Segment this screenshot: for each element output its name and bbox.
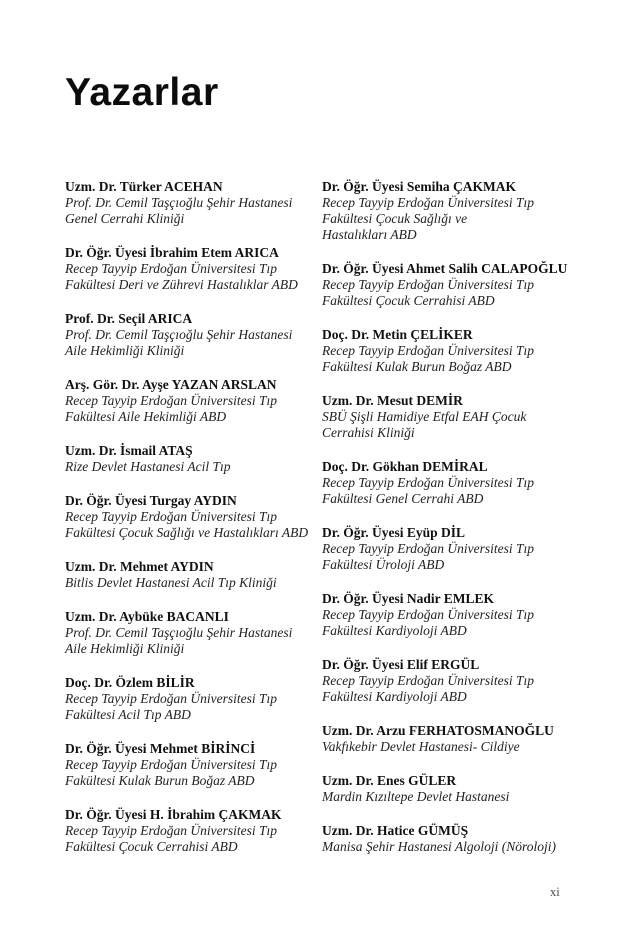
- affiliation-line: Prof. Dr. Cemil Taşçıoğlu Şehir Hastanesi: [65, 625, 293, 640]
- author-name: Uzm. Dr. Mesut DEMİR: [322, 393, 463, 408]
- affiliation-line: Fakültesi Aile Hekimliği ABD: [65, 409, 227, 424]
- affiliation-line: Recep Tayyip Erdoğan Üniversitesi Tıp: [322, 541, 534, 556]
- author-name: Dr. Öğr. Üyesi Nadir EMLEK: [322, 591, 495, 606]
- authors-column-right: [322, 179, 592, 855]
- author-entry: [322, 525, 592, 573]
- affiliation-line: Bitlis Devlet Hastanesi Acil Tıp Kliniği: [65, 575, 277, 590]
- affiliation-line: Cerrahisi Kliniği: [322, 425, 415, 440]
- affiliation-line: Recep Tayyip Erdoğan Üniversitesi Tıp: [322, 343, 534, 358]
- author-name: Doç. Dr. Özlem BİLİR: [65, 675, 195, 690]
- affiliation-line: Hastalıkları ABD: [322, 227, 417, 242]
- affiliation-line: Genel Cerrahi Kliniği: [65, 211, 185, 226]
- affiliation-line: Fakültesi Acil Tıp ABD: [65, 707, 191, 722]
- author-entry: [322, 459, 592, 507]
- author-entry: [65, 179, 322, 227]
- author-name: Dr. Öğr. Üyesi Semiha ÇAKMAK: [322, 179, 516, 194]
- affiliation-line: Fakültesi Çocuk Sağlığı ve Hastalıkları ABD: [65, 525, 309, 540]
- author-entry: [322, 393, 592, 441]
- affiliation-line: Recep Tayyip Erdoğan Üniversitesi Tıp: [65, 393, 277, 408]
- affiliation-line: Fakültesi Çocuk Cerrahisi ABD: [322, 293, 495, 308]
- affiliation-line: Mardin Kızıltepe Devlet Hastanesi: [322, 789, 510, 804]
- author-entry: [322, 179, 592, 243]
- author-entry: [322, 823, 592, 855]
- author-name: Doç. Dr. Metin ÇELİKER: [322, 327, 473, 342]
- author-name: Dr. Öğr. Üyesi Eyüp DİL: [322, 525, 466, 540]
- affiliation-line: Prof. Dr. Cemil Taşçıoğlu Şehir Hastanesi: [65, 195, 293, 210]
- affiliation-line: Fakültesi Çocuk Sağlığı ve: [322, 211, 468, 226]
- affiliation-line: Recep Tayyip Erdoğan Üniversitesi Tıp: [322, 195, 534, 210]
- affiliation-line: Recep Tayyip Erdoğan Üniversitesi Tıp: [65, 691, 277, 706]
- affiliation-line: Prof. Dr. Cemil Taşçıoğlu Şehir Hastanesi: [65, 327, 293, 342]
- authors-columns: [65, 179, 592, 855]
- affiliation-line: Fakültesi Kulak Burun Boğaz ABD: [65, 773, 255, 788]
- author-entry: [65, 493, 322, 541]
- author-entry: [322, 773, 592, 805]
- affiliation-line: Aile Hekimliği Kliniği: [65, 343, 185, 358]
- page-title: Yazarlar: [65, 71, 219, 114]
- affiliation-line: Fakültesi Kulak Burun Boğaz ABD: [322, 359, 512, 374]
- affiliation-line: Fakültesi Genel Cerrahi ABD: [322, 491, 484, 506]
- author-name: Dr. Öğr. Üyesi Mehmet BİRİNCİ: [65, 741, 256, 756]
- author-entry: [322, 657, 592, 705]
- author-entry: [65, 443, 322, 475]
- affiliation-line: Recep Tayyip Erdoğan Üniversitesi Tıp: [65, 823, 277, 838]
- author-name: Dr. Öğr. Üyesi Turgay AYDIN: [65, 493, 237, 508]
- affiliation-line: Recep Tayyip Erdoğan Üniversitesi Tıp: [322, 475, 534, 490]
- affiliation-line: Fakültesi Kardiyoloji ABD: [322, 689, 467, 704]
- author-name: Prof. Dr. Seçil ARICA: [65, 311, 193, 326]
- affiliation-line: Recep Tayyip Erdoğan Üniversitesi Tıp: [322, 277, 534, 292]
- author-entry: [65, 311, 322, 359]
- author-entry: [322, 723, 592, 755]
- author-entry: [322, 261, 592, 309]
- author-name: Uzm. Dr. Arzu FERHATOSMANOĞLU: [322, 723, 554, 738]
- affiliation-line: Recep Tayyip Erdoğan Üniversitesi Tıp: [65, 757, 277, 772]
- authors-column-left: [65, 179, 322, 855]
- affiliation-line: Fakültesi Kardiyoloji ABD: [322, 623, 467, 638]
- author-name: Dr. Öğr. Üyesi H. İbrahim ÇAKMAK: [65, 807, 282, 822]
- affiliation-line: Aile Hekimliği Kliniği: [65, 641, 185, 656]
- author-name: Uzm. Dr. Hatice GÜMÜŞ: [322, 823, 469, 838]
- author-name: Uzm. Dr. Aybüke BACANLI: [65, 609, 229, 624]
- author-name: Uzm. Dr. Türker ACEHAN: [65, 179, 223, 194]
- author-name: Doç. Dr. Gökhan DEMİRAL: [322, 459, 488, 474]
- author-name: Uzm. Dr. İsmail ATAŞ: [65, 443, 193, 458]
- affiliation-line: Fakültesi Çocuk Cerrahisi ABD: [65, 839, 238, 854]
- affiliation-line: Manisa Şehir Hastanesi Algoloji (Nöroloji): [322, 839, 557, 854]
- author-entry: [65, 675, 322, 723]
- author-name: Uzm. Dr. Enes GÜLER: [322, 773, 457, 788]
- author-name: Dr. Öğr. Üyesi Ahmet Salih CALAPOĞLU: [322, 261, 568, 276]
- page-number: xi: [550, 885, 560, 899]
- author-entry: [65, 245, 322, 293]
- author-entry: [65, 741, 322, 789]
- affiliation-line: Fakültesi Deri ve Zührevi Hastalıklar ABD: [65, 277, 298, 292]
- author-entry: [322, 327, 592, 375]
- author-entry: [65, 559, 322, 591]
- affiliation-line: Recep Tayyip Erdoğan Üniversitesi Tıp: [322, 607, 534, 622]
- author-entry: [322, 591, 592, 639]
- affiliation-line: SBÜ Şişli Hamidiye Etfal EAH Çocuk: [322, 409, 527, 424]
- affiliation-line: Recep Tayyip Erdoğan Üniversitesi Tıp: [65, 509, 277, 524]
- affiliation-line: Recep Tayyip Erdoğan Üniversitesi Tıp: [65, 261, 277, 276]
- affiliation-line: Recep Tayyip Erdoğan Üniversitesi Tıp: [322, 673, 534, 688]
- author-entry: [65, 807, 322, 855]
- author-name: Dr. Öğr. Üyesi İbrahim Etem ARICA: [65, 245, 279, 260]
- affiliation-line: Fakültesi Üroloji ABD: [322, 557, 445, 572]
- author-entry: [65, 609, 322, 657]
- author-name: Uzm. Dr. Mehmet AYDIN: [65, 559, 214, 574]
- author-entry: [65, 377, 322, 425]
- affiliation-line: Vakfıkebir Devlet Hastanesi- Cildiye: [322, 739, 520, 754]
- affiliation-line: Rize Devlet Hastanesi Acil Tıp: [65, 459, 231, 474]
- author-name: Arş. Gör. Dr. Ayşe YAZAN ARSLAN: [65, 377, 277, 392]
- author-name: Dr. Öğr. Üyesi Elif ERGÜL: [322, 657, 480, 672]
